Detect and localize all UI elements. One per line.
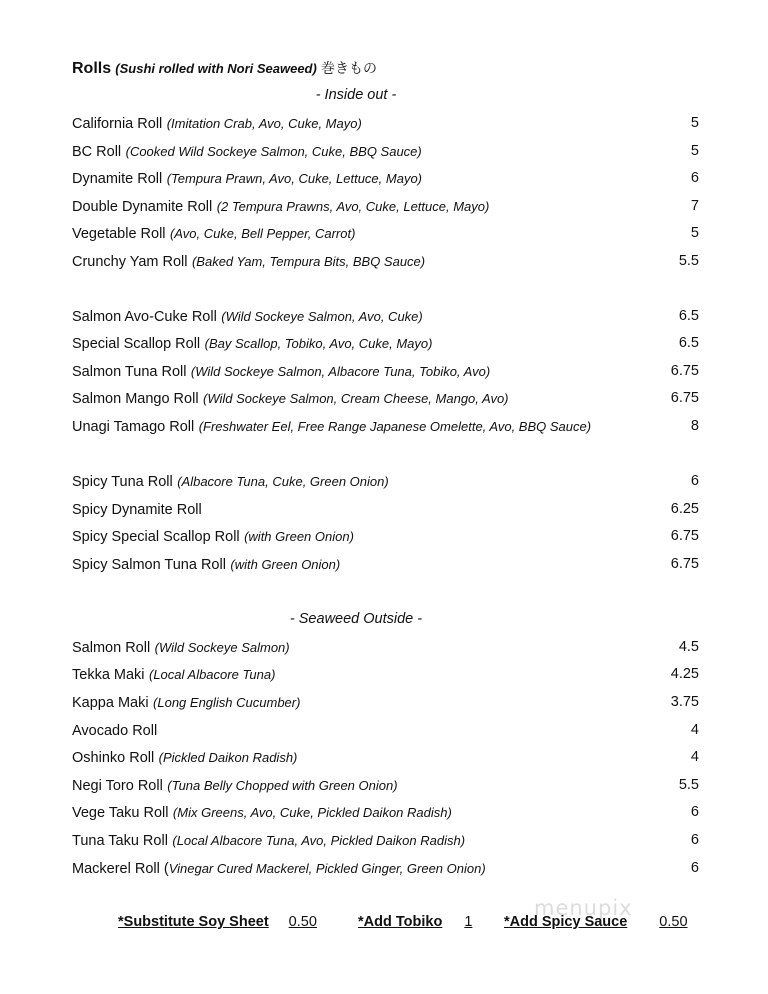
item-name: Salmon Tuna Roll (72, 364, 187, 380)
item-price: 6 (690, 473, 699, 489)
item-desc: (Albacore Tuna, Cuke, Green Onion) (177, 474, 389, 489)
item-price: 3.75 (670, 694, 699, 710)
item-name: Special Scallop Roll (72, 336, 201, 352)
item-name: Mackerel Roll ( (72, 861, 169, 877)
item-name: Crunchy Yam Roll (72, 254, 188, 270)
menu-item-california-roll (72, 115, 700, 135)
menu-item-spicy-special-scallop-roll (72, 528, 700, 548)
item-desc: (Avo, Cuke, Bell Pepper, Carrot) (169, 226, 356, 241)
item-desc: (Bay Scallop, Tobiko, Avo, Cuke, Mayo) (204, 336, 433, 351)
menu-item-vegetable-roll (72, 225, 700, 245)
menu-item-salmon-avo-cuke-roll (72, 308, 700, 328)
menu-item-spicy-dynamite-roll (72, 501, 700, 521)
item-desc: (Wild Sockeye Salmon, Cream Cheese, Mango, Avo) (203, 391, 509, 406)
item-price: 6.75 (670, 390, 699, 406)
addon-tobiko (358, 914, 472, 930)
item-price: 6.75 (670, 556, 699, 572)
addon-label: *Add Tobiko (358, 914, 443, 930)
item-price: 6.5 (678, 308, 699, 324)
item-desc: (with Green Onion) (230, 557, 341, 572)
item-name: Salmon Avo-Cuke Roll (72, 309, 217, 325)
item-price: 5 (690, 143, 699, 159)
item-name: Vege Taku Roll (72, 805, 169, 821)
menu-item-spicy-tuna-roll (72, 473, 700, 493)
item-price: 5.5 (678, 777, 699, 793)
item-price: 7 (690, 198, 699, 214)
item-price: 6.75 (670, 363, 699, 379)
item-desc: (Pickled Daikon Radish) (158, 750, 298, 765)
menu-item-unagi-tamago-roll (72, 418, 700, 438)
item-price: 4.25 (670, 666, 699, 682)
item-name: Vegetable Roll (72, 226, 166, 242)
menu-item-bc-roll (72, 143, 700, 163)
item-name: Tuna Taku Roll (72, 833, 168, 849)
menu-item-crunchy-yam-roll (72, 253, 700, 273)
addon-price: 0.50 (659, 914, 688, 930)
item-desc: (Wild Sockeye Salmon, Avo, Cuke) (221, 309, 423, 324)
item-desc: (with Green Onion) (244, 529, 354, 544)
section-inside-out: - Inside out - (315, 87, 397, 103)
item-name: Spicy Dynamite Roll (72, 502, 202, 518)
menu-item-double-dynamite-roll (72, 198, 700, 218)
addon-spicy-sauce (504, 914, 688, 930)
item-desc: (Local Albacore Tuna, Avo, Pickled Daikon Radish) (172, 833, 466, 848)
addon-price: 0.50 (288, 914, 317, 930)
item-name: Avocado Roll (72, 723, 158, 739)
menu-item-vege-taku-roll (72, 804, 700, 824)
item-desc: (Cooked Wild Sockeye Salmon, Cuke, BBQ Sauce) (125, 144, 422, 159)
item-name: Tekka Maki (72, 667, 145, 683)
item-name: Double Dynamite Roll (72, 199, 213, 215)
item-price: 5 (690, 115, 699, 131)
title-subtitle: (Sushi rolled with Nori Seaweed) (115, 61, 317, 76)
item-name: BC Roll (72, 144, 122, 160)
item-desc: Vinegar Cured Mackerel, Pickled Ginger, Green Onion) (168, 861, 486, 876)
item-desc: (Wild Sockeye Salmon) (154, 640, 290, 655)
menu-item-salmon-mango-roll (72, 390, 700, 410)
watermark-logo: menupix (534, 896, 633, 920)
menu-item-dynamite-roll (72, 170, 700, 190)
item-price: 6.75 (670, 528, 699, 544)
item-desc: (Long English Cucumber) (153, 695, 301, 710)
item-price: 4 (690, 749, 699, 765)
item-desc: (Tempura Prawn, Avo, Cuke, Lettuce, Mayo) (166, 171, 423, 186)
menu-item-salmon-roll (72, 639, 700, 659)
item-desc: (Mix Greens, Avo, Cuke, Pickled Daikon Radish) (172, 805, 452, 820)
menu-item-special-scallop-roll (72, 335, 700, 355)
item-price: 6 (690, 170, 699, 186)
item-price: 6 (690, 832, 699, 848)
item-name: Spicy Tuna Roll (72, 474, 173, 490)
item-name: Kappa Maki (72, 695, 149, 711)
item-price: 6.25 (670, 501, 699, 517)
section-seaweed-outside: - Seaweed Outside - (289, 611, 423, 627)
item-desc: (Baked Yam, Tempura Bits, BBQ Sauce) (191, 254, 426, 269)
item-price: 6.5 (678, 335, 699, 351)
item-price: 6 (690, 860, 699, 876)
menu-item-tuna-taku-roll (72, 832, 700, 852)
item-price: 4.5 (678, 639, 699, 655)
item-desc: (2 Tempura Prawns, Avo, Cuke, Lettuce, Mayo) (216, 199, 490, 214)
item-price: 6 (690, 804, 699, 820)
item-desc: (Tuna Belly Chopped with Green Onion) (167, 778, 398, 793)
item-desc: (Local Albacore Tuna) (148, 667, 276, 682)
item-desc: (Wild Sockeye Salmon, Albacore Tuna, Tobiko, Avo) (190, 364, 491, 379)
item-price: 8 (690, 418, 699, 434)
addon-label: *Add Spicy Sauce (504, 914, 628, 930)
item-name: Unagi Tamago Roll (72, 419, 195, 435)
page-title (72, 58, 377, 78)
menu-item-avocado-roll (72, 722, 700, 742)
menu-item-negi-toro-roll (72, 777, 700, 797)
item-name: Dynamite Roll (72, 171, 163, 187)
menu-item-mackerel-roll (72, 860, 700, 880)
item-price: 5 (690, 225, 699, 241)
menu-item-kappa-maki (72, 694, 700, 714)
item-desc: (Imitation Crab, Avo, Cuke, Mayo) (166, 116, 362, 131)
title-japanese: 巻きもの (321, 60, 378, 76)
item-name: Spicy Special Scallop Roll (72, 529, 240, 545)
addon-price: 1 (464, 914, 473, 930)
menu-item-oshinko-roll (72, 749, 700, 769)
item-desc: (Freshwater Eel, Free Range Japanese Omelette, Avo, BBQ Sauce) (198, 419, 592, 434)
item-name: Salmon Mango Roll (72, 391, 199, 407)
item-price: 4 (690, 722, 699, 738)
addon-label: *Substitute Soy Sheet (118, 914, 269, 930)
item-price: 5.5 (678, 253, 699, 269)
menu-item-tekka-maki (72, 666, 700, 686)
menu-item-spicy-salmon-tuna-roll (72, 556, 700, 576)
item-name: California Roll (72, 116, 163, 132)
item-name: Spicy Salmon Tuna Roll (72, 557, 226, 573)
item-name: Salmon Roll (72, 640, 151, 656)
item-name: Negi Toro Roll (72, 778, 163, 794)
item-name: Oshinko Roll (72, 750, 155, 766)
addon-soy-sheet (118, 914, 317, 930)
menu-item-salmon-tuna-roll (72, 363, 700, 383)
title-main: Rolls (72, 60, 112, 77)
